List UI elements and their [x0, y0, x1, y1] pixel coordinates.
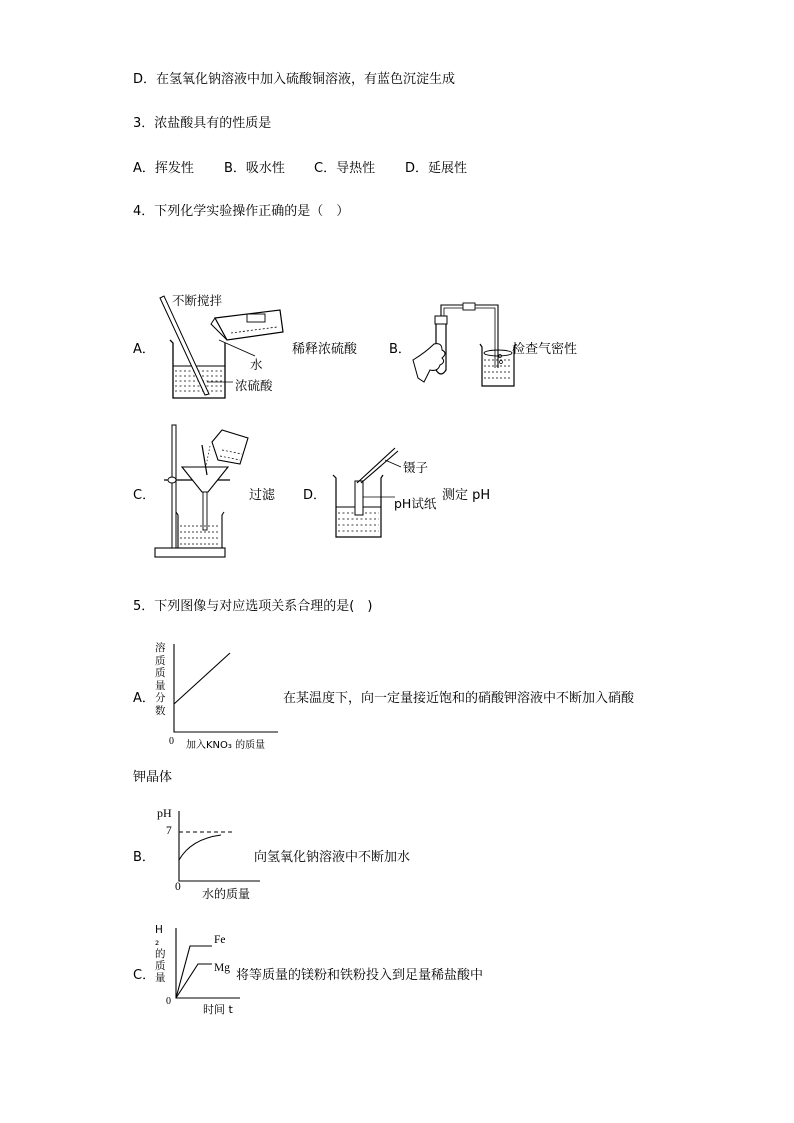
q3-option-a: A．挥发性	[133, 161, 194, 176]
q5-a-text-line1: 在某温度下，向一定量接近饱和的硝酸钾溶液中不断加入硝酸	[283, 691, 635, 706]
q4-d-label-tweezers: 镊子	[403, 460, 429, 475]
q4-d-letter: D．	[303, 488, 327, 503]
q4-d-caption: 测定 pH	[442, 488, 491, 503]
q5-c-text: 将等质量的镁粉和铁粉投入到足量稀盐酸中	[236, 968, 484, 983]
q5-stem: 5．下列图像与对应选项关系合理的是( )	[133, 599, 373, 614]
q5-c-series-mg	[176, 964, 212, 998]
q4-c-figure	[150, 420, 255, 560]
q4-a-letter: A．	[133, 342, 155, 357]
q3-option-d: D．延展性	[405, 161, 468, 176]
q4-a-label-acid: 浓硫酸	[235, 378, 273, 393]
q5-a-x-label: 加入KNO₃ 的质量	[186, 740, 266, 751]
q5-b-y-label: pH	[157, 806, 172, 820]
q5-a-origin: 0	[169, 736, 174, 747]
q5-b-text: 向氢氧化钠溶液中不断加水	[254, 850, 411, 865]
q5-b-tick-7: 7	[166, 825, 172, 837]
q3-stem: 3．浓盐酸具有的性质是	[133, 116, 272, 131]
q4-b-caption: 检查气密性	[512, 342, 578, 357]
q4-b-figure	[408, 298, 518, 393]
q5-b-series-curve	[179, 835, 221, 860]
q2-option-d: D．在氢氧化钠溶液中加入硫酸铜溶液，有蓝色沉淀生成	[133, 72, 456, 87]
q5-a-letter: A．	[133, 691, 155, 706]
q5-c-y-label: H₂的质量	[155, 924, 166, 984]
q5-c-legend-fe: Fe	[214, 934, 226, 946]
q4-stem: 4．下列化学实验操作正确的是（ ）	[133, 204, 350, 219]
q5-a-y-label: 溶质质量分数	[155, 642, 166, 717]
q4-a-caption: 稀释浓硫酸	[292, 342, 358, 357]
q4-d-label-paper: pH试纸	[394, 496, 437, 511]
q5-b-x-label: 水的质量	[202, 887, 251, 901]
q4-c-caption: 过滤	[249, 488, 276, 503]
q4-a-label-stir: 不断搅拌	[172, 293, 223, 308]
q5-b-letter: B．	[133, 850, 155, 865]
q5-c-origin: 0	[166, 996, 171, 1007]
q3-option-c: C．导热性	[314, 161, 376, 176]
q5-a-series-line	[174, 653, 230, 704]
q5-c-x-label: 时间 t	[203, 1003, 233, 1016]
q4-b-letter: B．	[389, 342, 411, 357]
q5-c-letter: C．	[133, 968, 156, 983]
q4-d-figure	[325, 445, 405, 543]
q5-c-legend-mg: Mg	[214, 962, 230, 974]
q5-a-graph	[168, 640, 288, 740]
q4-a-label-water: 水	[250, 357, 263, 372]
q5-a-text-line2: 钾晶体	[133, 770, 173, 785]
q3-option-b: B．吸水性	[224, 161, 285, 176]
q5-b-origin: 0	[175, 881, 181, 893]
q4-c-letter: C．	[133, 488, 156, 503]
